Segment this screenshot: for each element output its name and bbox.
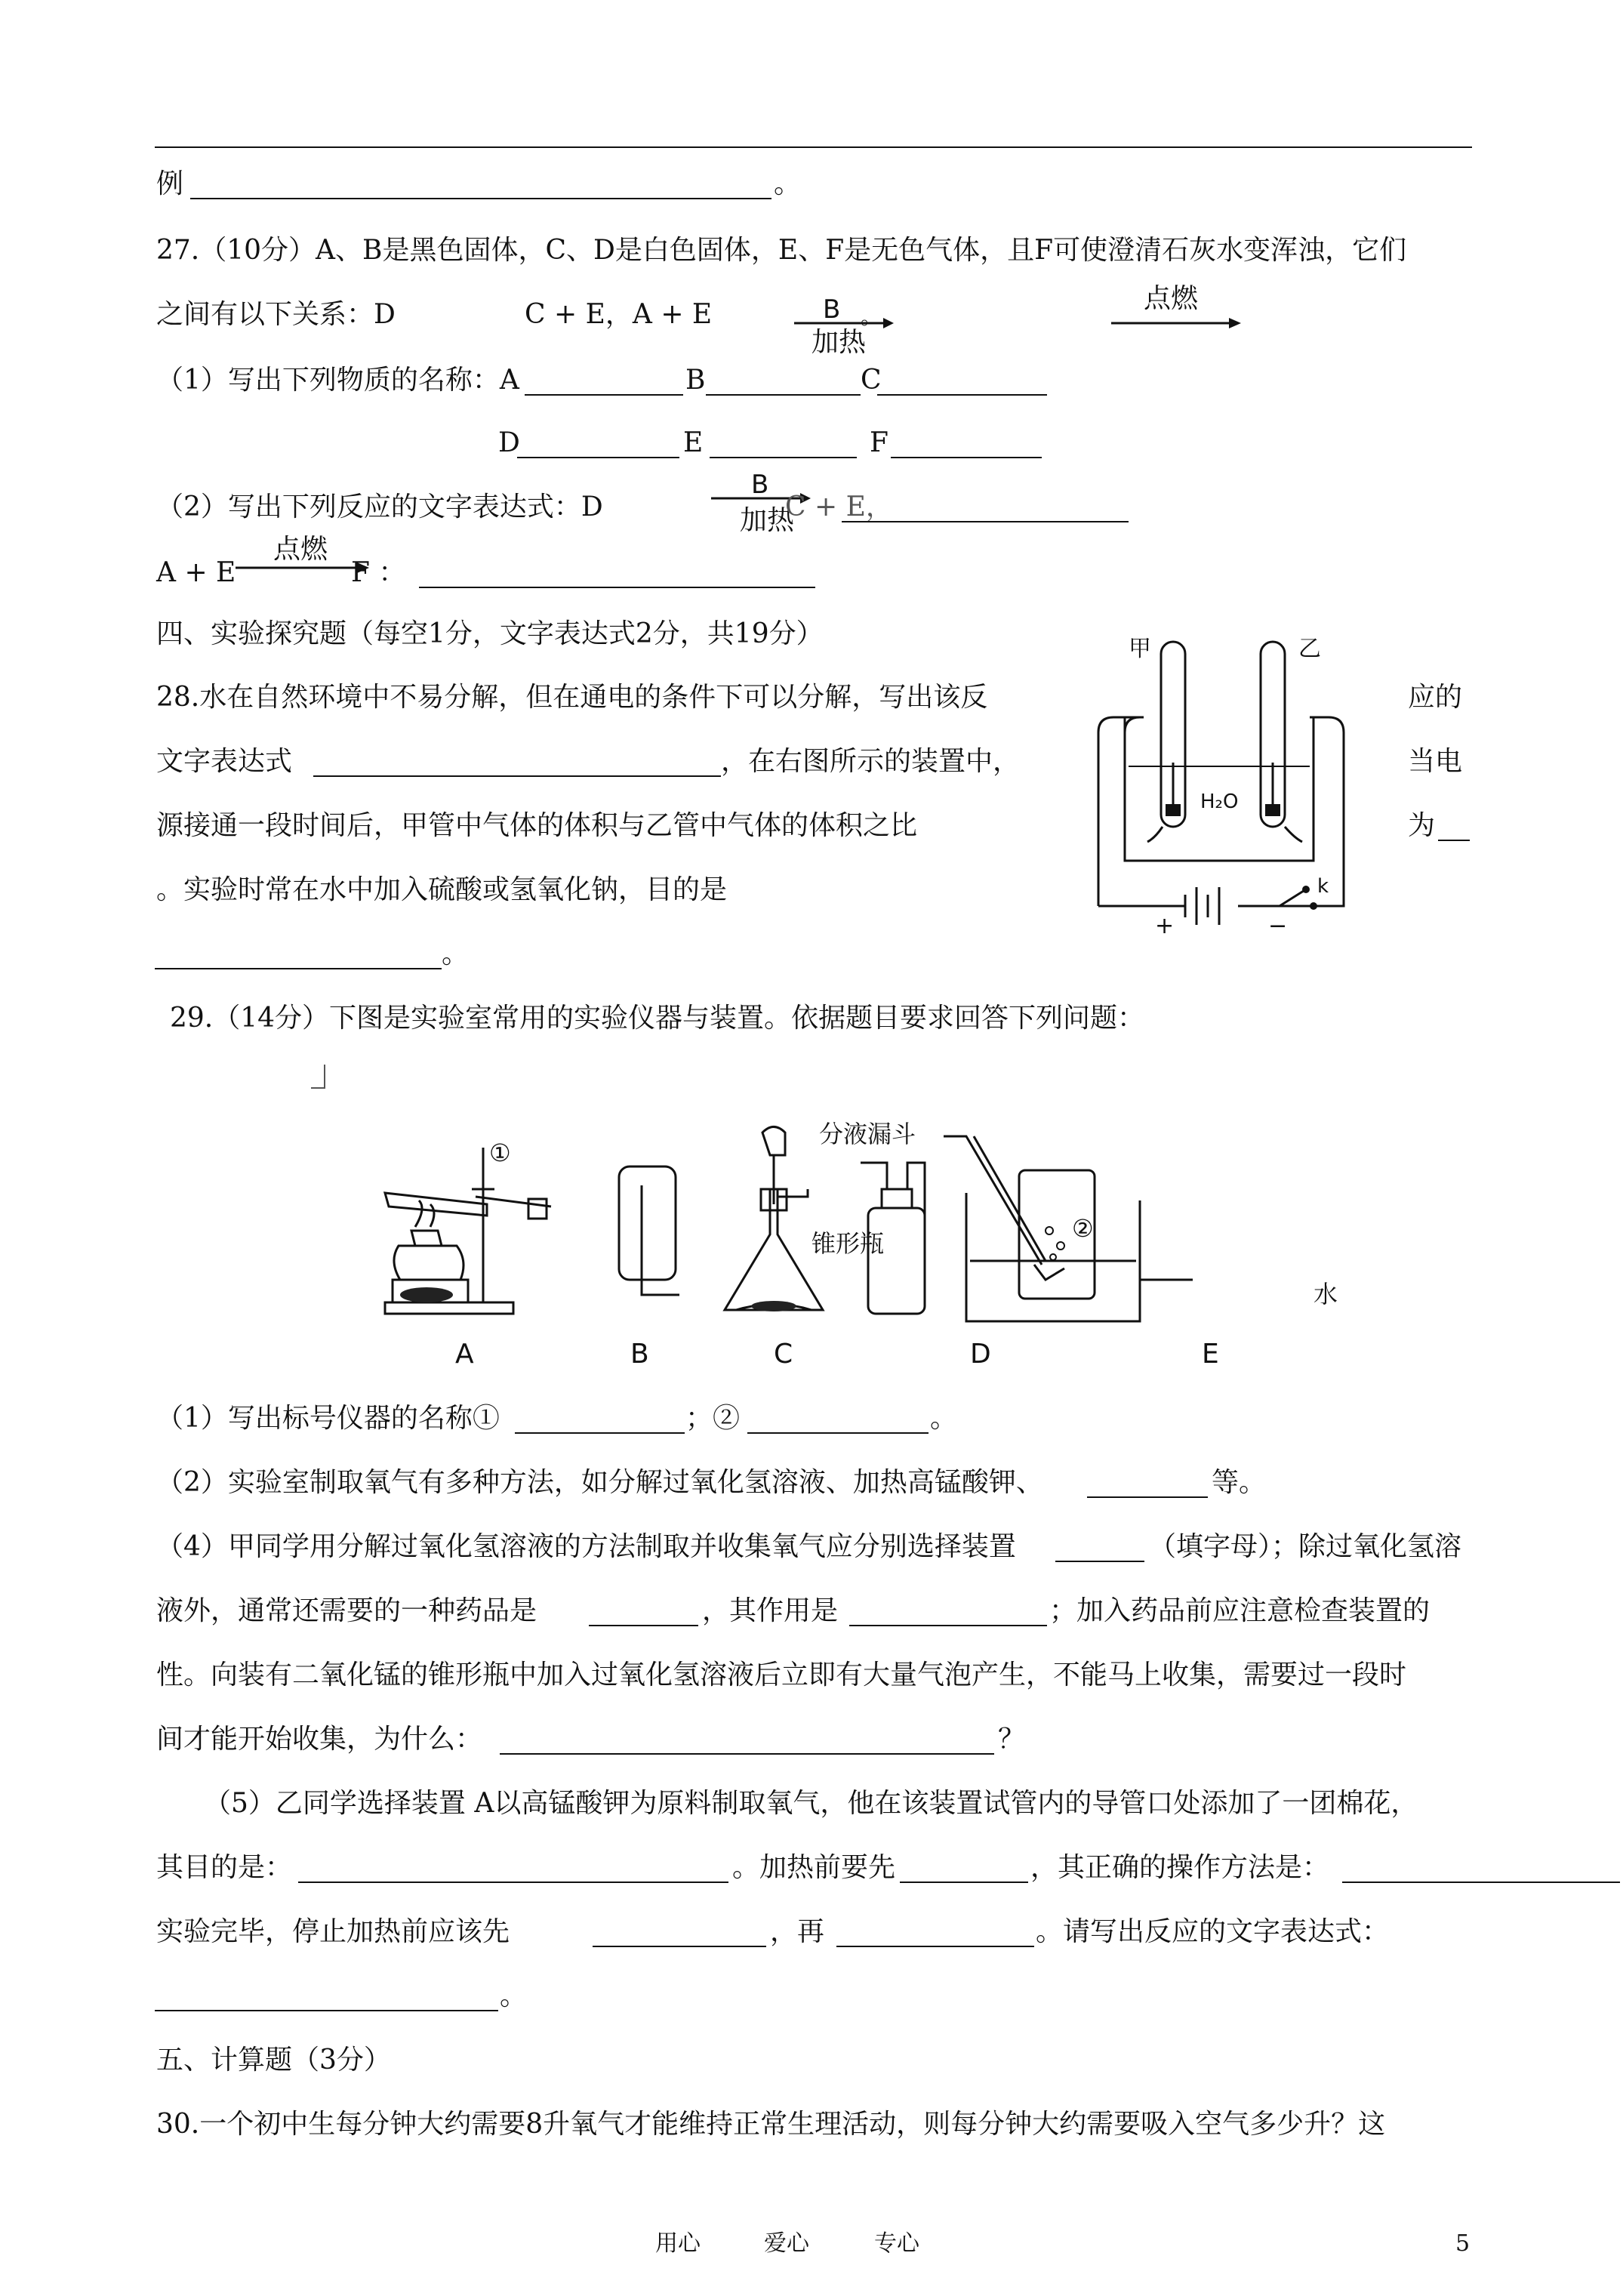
q29-p5-line2a: 其目的是： <box>156 1852 293 1883</box>
header-rule <box>155 146 1472 148</box>
p2-arrow-bottom: 加热 <box>740 505 795 536</box>
q29-p4-line2c: ；加入药品前应注意检查装置的 <box>1049 1595 1431 1626</box>
answer-blank[interactable] <box>500 1753 994 1755</box>
p2-arrow-top: B <box>751 470 769 500</box>
q29-p4-line2a: 液外，通常还需要的一种药品是 <box>156 1595 537 1626</box>
answer-blank[interactable] <box>1087 1496 1208 1498</box>
q29-p4-line1b: （填字母）；除过氧化氢溶 <box>1149 1531 1462 1562</box>
fig-water-label: 水 <box>1313 1280 1338 1308</box>
fig-switch-label: k <box>1317 875 1329 898</box>
arrow2-icon <box>1110 316 1242 331</box>
q27-part1: （1）写出下列物质的名称：A <box>156 365 519 396</box>
footer-text-2: 爱心 <box>764 2230 809 2257</box>
fig-label-a: A <box>455 1339 474 1370</box>
label-d: D <box>498 427 520 458</box>
q28-line2-end: 当电 <box>1408 746 1463 777</box>
answer-blank[interactable] <box>419 587 815 588</box>
answer-blank[interactable] <box>842 521 1129 522</box>
q29-p5-line3c: 。请写出反应的文字表达式： <box>1036 1916 1390 1947</box>
q28-line4: 。实验时常在水中加入硫酸或氢氧化钠，目的是 <box>156 874 728 905</box>
answer-blank[interactable] <box>891 457 1042 458</box>
q29-p4-line2b: ，其作用是 <box>702 1595 839 1626</box>
fig-label-c: C <box>774 1339 793 1370</box>
fig-label-d: D <box>970 1339 991 1370</box>
q29-p2a: （2）实验室制取氧气有多种方法，如分解过氧化氢溶液、加热高锰酸钾、 <box>156 1467 1043 1498</box>
top-suffix: 。 <box>774 168 802 199</box>
q28-line3-end: 为 <box>1408 810 1436 841</box>
fig-label-e: E <box>1202 1339 1219 1370</box>
answer-blank[interactable] <box>298 1881 728 1883</box>
section-5-heading: 五、计算题（3分） <box>156 2045 391 2076</box>
answer-blank[interactable] <box>589 1625 698 1626</box>
fig-label-yi: 乙 <box>1298 636 1321 662</box>
fig-funnel-label: 分液漏斗 <box>819 1120 916 1148</box>
answer-blank[interactable] <box>706 394 861 396</box>
answer-blank[interactable] <box>190 198 771 199</box>
fig-label-b: B <box>630 1339 649 1370</box>
q29-p4-line4a: 间才能开始收集，为什么： <box>156 1724 483 1755</box>
q29-p5-line3a: 实验完毕，停止加热前应该先 <box>156 1916 510 1947</box>
q29-p4-line1a: （4）甲同学用分解过氧化氢溶液的方法制取并收集氧气应分别选择装置 <box>156 1531 1016 1562</box>
q29-p5-line4: 。 <box>500 1980 528 2011</box>
label-c: C <box>861 365 882 396</box>
corner-mark-icon <box>310 1063 326 1090</box>
top-prefix: 例 <box>156 168 184 199</box>
label-b: B <box>685 365 706 396</box>
q28-line1: 28.水在自然环境中不易分解，但在通电的条件下可以分解，写出该反 <box>156 682 988 713</box>
ae-tail: F ： <box>351 557 406 588</box>
q29-p4-line3: 性。向装有二氧化锰的锥形瓶中加入过氧化氢溶液后立即有大量气泡产生，不能马上收集，需要过一段时 <box>156 1660 1407 1690</box>
q27-title: 27.（10分）A、B是黑色固体，C、D是白色固体，E、F是无色气体，且F可使澄清石灰水变浑浊，它们 <box>156 235 1407 266</box>
label-e: E <box>683 427 704 458</box>
fig-mark-1: ① <box>489 1139 511 1167</box>
answer-blank[interactable] <box>710 457 857 458</box>
q28-line1-end: 应的 <box>1408 682 1463 713</box>
q29-title: 29.（14分）下图是实验室常用的实验仪器与装置。依据题目要求回答下列问题： <box>170 1003 1145 1034</box>
answer-blank[interactable] <box>517 457 679 458</box>
q27-rel-prefix: 之间有以下关系：D <box>156 299 396 330</box>
q29-p1b: ；② <box>685 1403 741 1434</box>
q30-text: 30.一个初中生每分钟大约需要8升氧气才能维持正常生理活动，则每分钟大约需要吸入空气多少升？这 <box>156 2109 1386 2140</box>
p2-tail: C + E， <box>785 492 893 522</box>
q27-part2: （2）写出下列反应的文字表达式：D <box>156 492 603 522</box>
lab-apparatus-figure <box>370 1117 1427 1344</box>
answer-blank[interactable] <box>1342 1881 1620 1883</box>
q27-rel-mid: C + E，A + E <box>525 299 713 330</box>
q29-p5-line2b: 。加热前要先 <box>732 1852 896 1883</box>
q28-line2a: 文字表达式 <box>156 746 293 777</box>
page-number: 5 <box>1455 2230 1471 2257</box>
q29-p5-line2c: ，其正确的操作方法是： <box>1030 1852 1330 1883</box>
fig-mark-2: ② <box>1072 1214 1094 1243</box>
fig-plus-label: + <box>1155 913 1175 939</box>
arrow1-bottom: 加热 <box>812 327 867 358</box>
q29-p2b: 等。 <box>1212 1467 1267 1498</box>
arrow1-dot: 。 <box>861 304 882 329</box>
ae-arrow-top: 点燃 <box>273 534 328 565</box>
answer-blank[interactable] <box>877 394 1047 396</box>
q28-line5-end: 。 <box>442 938 470 969</box>
q28-line2b: ，在右图所示的装置中， <box>721 746 1021 777</box>
q29-p5-line1: （5）乙同学选择装置 A以高锰酸钾为原料制取氧气，他在该装置试管内的导管口处添加了一团棉花， <box>204 1788 1418 1819</box>
fig-flask-label: 锥形瓶 <box>812 1229 885 1258</box>
answer-blank[interactable] <box>1438 840 1470 841</box>
q28-line3: 源接通一段时间后，甲管中气体的体积与乙管中气体的体积之比 <box>156 810 918 841</box>
answer-blank[interactable] <box>836 1946 1034 1947</box>
answer-blank[interactable] <box>525 394 683 396</box>
arrow1-top: B <box>823 294 841 325</box>
answer-blank[interactable] <box>155 2010 498 2011</box>
answer-blank[interactable] <box>313 775 721 777</box>
arrow2-top: 点燃 <box>1144 283 1199 314</box>
footer-text-3: 专心 <box>874 2230 919 2257</box>
q29-p5-line3b: ，再 <box>770 1916 825 1947</box>
answer-blank[interactable] <box>900 1881 1028 1883</box>
fig-water-label: H₂O <box>1200 791 1239 813</box>
answer-blank[interactable] <box>849 1625 1047 1626</box>
answer-blank[interactable] <box>515 1432 685 1434</box>
footer-text-1: 用心 <box>655 2230 701 2257</box>
answer-blank[interactable] <box>1055 1561 1144 1562</box>
q29-p1c: 。 <box>930 1403 958 1434</box>
q29-p1a: （1）写出标号仪器的名称① <box>156 1403 500 1434</box>
answer-blank[interactable] <box>747 1432 929 1434</box>
fig-label-jia: 甲 <box>1129 636 1151 662</box>
ae-prefix: A + E <box>156 557 236 588</box>
ae-arrow-icon <box>234 560 370 575</box>
section-4-heading: 四、实验探究题（每空1分，文字表达式2分，共19分） <box>156 618 824 649</box>
answer-blank[interactable] <box>593 1946 766 1947</box>
q29-p4-line4b: ？ <box>998 1724 1026 1755</box>
fig-minus-label: − <box>1268 913 1288 939</box>
label-f: F <box>870 427 888 458</box>
answer-blank[interactable] <box>155 968 442 969</box>
